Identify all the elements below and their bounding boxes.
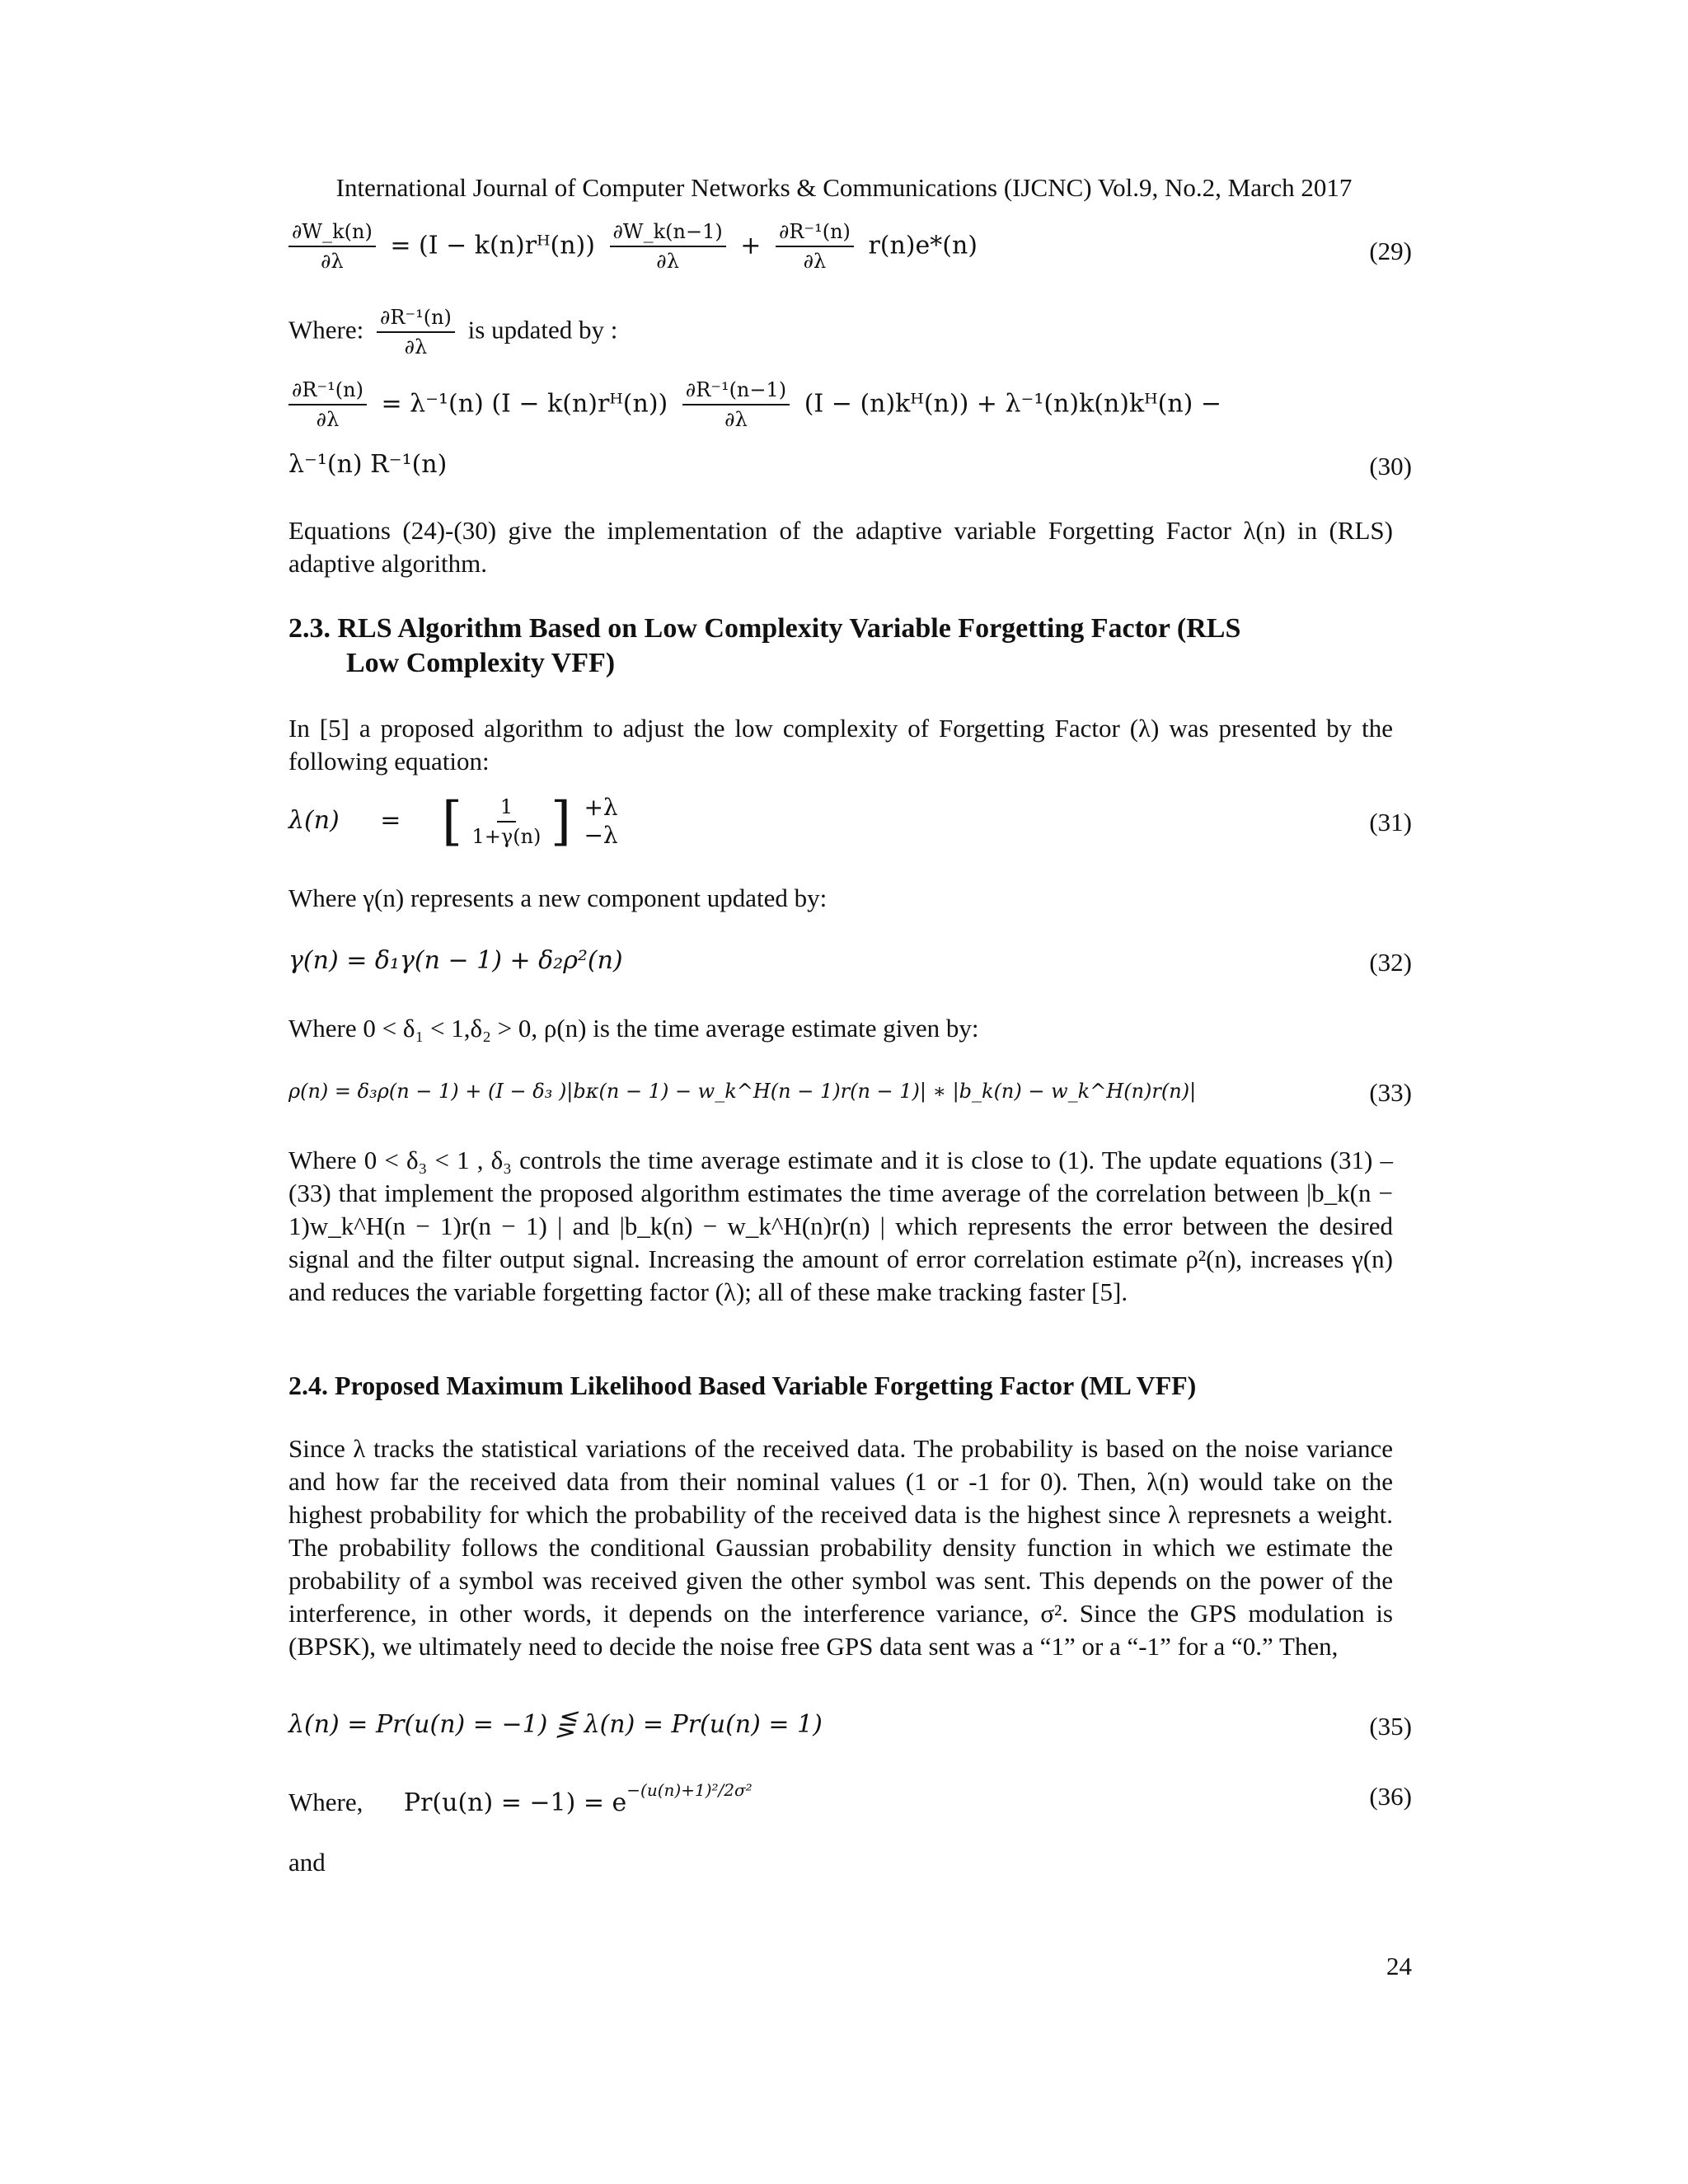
eq31-upper: +λ: [584, 794, 618, 821]
eq30-number: (30): [1369, 452, 1412, 480]
eq30-frac2-den: ∂λ: [724, 408, 748, 432]
running-header: International Journal of Computer Networks & Communications (IJCNC) Vol.9, No.2, March 2017: [335, 173, 1353, 202]
paragraph-ml-vff: Since λ tracks the statistical variations of the received data. The probability is based on the noise variance and how far the received data from their nominal values (1 or -1 for 0). Then, λ(n) would take on the highest probability for which the probability of the received data is the highest since λ represnets a weight. The probability follows the conditional Gaussian probability density function in which we estimate the probability of a symbol was received given the other symbol was sent. This depends on the power of the interference, in other words, it depends on the interference variance, σ². Since the GPS modulation is (BPSK), we ultimately need to decide the noise free GPS data sent was a “1” or a “-1” for a “0.” Then,: [288, 1434, 1393, 1661]
eq31-frac-den: 1+γ(n): [471, 825, 542, 848]
eq31-lhs: λ(n): [288, 806, 340, 835]
eq31-left-bracket: [: [441, 791, 462, 852]
eq31-right-bracket: ]: [550, 791, 571, 852]
equation-33: ρ(n) = δ₃ρ(n − 1) + (I − δ₃ )|bκ(n − 1) − w_k^H(n − 1)r(n − 1)| ∗ |b_k(n) − w_k^H(n)r(n)|: [288, 1080, 1197, 1103]
eq29-number: (29): [1369, 237, 1412, 265]
where-fraction: [377, 307, 455, 359]
where-updated-line: [288, 307, 1393, 359]
eq36-lhs: Pr(u(n) = −1) = e: [403, 1788, 627, 1817]
eq30-tail: (I − (n)kᴴ(n)) + λ⁻¹(n)k(n)kᴴ(n) −: [804, 389, 1222, 419]
eq31-equals: =: [380, 806, 401, 835]
eq30-lhs-num: ∂R⁻¹(n): [288, 379, 367, 405]
where-prefix: Where:: [288, 315, 364, 344]
eq30-frac2-num: ∂R⁻¹(n−1): [682, 379, 790, 405]
eq29-fraction-3: [776, 221, 854, 273]
eq31-fraction: [472, 796, 542, 848]
eq32-number: (32): [1369, 948, 1412, 977]
where-frac-den: ∂λ: [404, 335, 428, 359]
eq29-lhs-num: ∂W_k(n): [288, 221, 376, 247]
eq30-lhs-den: ∂λ: [316, 408, 340, 432]
heading-2-3-line1: 2.3. RLS Algorithm Based on Low Complexity Variable Forgetting Factor (RLS: [288, 613, 1241, 644]
section-heading-2-4: 2.4. Proposed Maximum Likelihood Based Variable Forgetting Factor (ML VFF): [288, 1371, 1197, 1400]
paragraph-gamma-component: Where γ(n) represents a new component updated by:: [288, 883, 828, 912]
eq31-frac-num: 1: [497, 796, 516, 823]
eq29-frac3-den: ∂λ: [803, 250, 827, 274]
eq35-number: (35): [1369, 1712, 1412, 1741]
eq36-number: (36): [1369, 1782, 1412, 1811]
eq31-lower: −λ: [584, 822, 618, 849]
eq29-frac2-num: ∂W_k(n−1): [610, 221, 726, 247]
equation-35: λ(n) = Pr(u(n) = −1) ⋚ λ(n) = Pr(u(n) = 1): [288, 1710, 823, 1739]
eq33-number: (33): [1369, 1078, 1412, 1107]
equation-30: [288, 379, 1412, 431]
where-frac-num: ∂R⁻¹(n): [377, 307, 455, 333]
eq31-number: (31): [1369, 808, 1412, 837]
page-number: 24: [1386, 1952, 1412, 1980]
eq30-mid: = λ⁻¹(n) (I − k(n)rᴴ(n)): [381, 389, 668, 419]
equation-32: γ(n) = δ₁γ(n − 1) + δ₂ρ²(n): [288, 946, 623, 975]
eq31-limits: [584, 794, 617, 850]
equation-36: [288, 1780, 1412, 1817]
where-suffix: is updated by :: [467, 315, 618, 344]
eq36-exponent: −(u(n)+1)²/2σ²: [626, 1780, 753, 1800]
paragraph-equations-summary: Equations (24)-(30) give the implementation of the adaptive variable Forgetting Factor λ(n) in (RLS) adaptive algorithm.: [288, 516, 1393, 578]
equation-31: [288, 791, 1412, 852]
heading-2-3-line2: Low Complexity VFF): [346, 648, 616, 678]
eq30-fraction-2: [682, 379, 790, 431]
paragraph-time-average: Where 0 < δ₃ < 1 , δ₃ controls the time average estimate and it is close to (1). The update equations (31) – (33) that implement the proposed algorithm estimates the time average of the correlation between |b_k(n − 1)w_k^H(n − 1)r(n − 1) | and |b_k(n) − w_k^H(n)r(n) | which represents the error between the desired signal and the filter output signal. Increasing the amount of error correlation estimate ρ²(n), increases γ(n) and reduces the variable forgetting factor (λ); all of these make tracking faster [5].: [288, 1146, 1393, 1306]
eq29-lhs-fraction: [288, 221, 376, 273]
text-and: and: [288, 1848, 326, 1877]
section-heading-2-3: [288, 612, 1393, 681]
eq30-lhs-fraction: [288, 379, 367, 431]
eq29-lhs-den: ∂λ: [321, 250, 344, 274]
eq29-plus: +: [740, 231, 762, 260]
eq36-prefix: Where,: [288, 1788, 363, 1816]
eq29-fraction-2: [610, 221, 726, 273]
eq29-frac3-num: ∂R⁻¹(n): [776, 221, 854, 247]
eq29-mid: = (I − k(n)rᴴ(n)): [390, 231, 595, 260]
eq29-tail: r(n)e*(n): [868, 231, 978, 260]
eq29-frac2-den: ∂λ: [656, 250, 679, 274]
equation-29: [288, 221, 1412, 273]
eq30-line2: λ⁻¹(n) R⁻¹(n): [288, 450, 448, 479]
paragraph-low-complexity-intro: In [5] a proposed algorithm to adjust the low complexity of Forgetting Factor (λ) was presented by the following equation:: [288, 714, 1393, 776]
paragraph-delta-conditions: Where 0 < δ₁ < 1,δ₂ > 0, ρ(n) is the time average estimate given by:: [288, 1014, 979, 1043]
